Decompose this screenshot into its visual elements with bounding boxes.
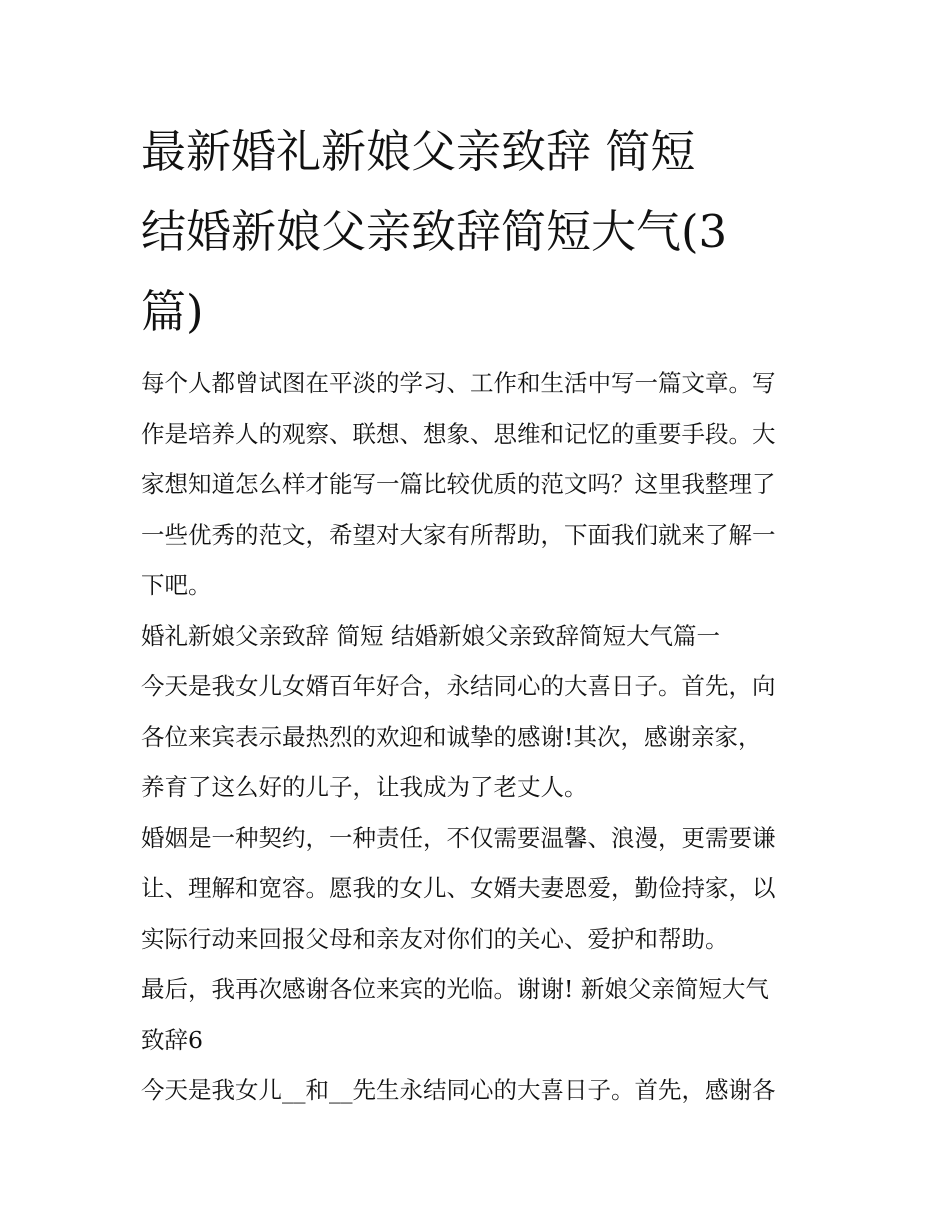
title-line: 篇) xyxy=(141,285,204,338)
body-paragraph xyxy=(141,1065,816,1116)
body-paragraph xyxy=(141,813,816,965)
text-line: 让、理解和宽容。愿我的女儿、女婿夫妻恩爱，勤俭持家，以 xyxy=(141,874,776,902)
intro-paragraph xyxy=(141,358,816,611)
text-line: 一些优秀的范文，希望对大家有所帮助，下面我们就来了解一 xyxy=(141,520,776,549)
text-line: 各位来宾表示最热烈的欢迎和诚挚的感谢!其次，感谢亲家， xyxy=(141,722,762,751)
text-line: 家想知道怎么样才能写一篇比较优质的范文吗？这里我整理了 xyxy=(141,470,776,498)
body-paragraph xyxy=(141,964,816,1065)
text-line: 致辞6 xyxy=(141,1025,203,1054)
text-line: 作是培养人的观察、联想、想象、思维和记忆的重要手段。大 xyxy=(141,419,776,448)
text-line: 最后，我再次感谢各位来宾的光临。谢谢! 新娘父亲简短大气 xyxy=(141,975,769,1003)
text-line: 婚礼新娘父亲致辞 简短 结婚新娘父亲致辞简短大气篇一 xyxy=(141,621,720,650)
text-line: 今天是我女儿__和__先生永结同心的大喜日子。首先，感谢各 xyxy=(141,1076,776,1104)
document-page xyxy=(141,112,816,1116)
body-paragraph xyxy=(141,661,816,813)
text-line: 今天是我女儿女婿百年好合，永结同心的大喜日子。首先，向 xyxy=(141,672,776,700)
text-line: 每个人都曾试图在平淡的学习、工作和生活中写一篇文章。写 xyxy=(141,369,776,397)
text-line: 养育了这么好的儿子，让我成为了老丈人。 xyxy=(141,773,588,801)
title-line: 最新婚礼新娘父亲致辞 简短 xyxy=(141,125,696,178)
document-title xyxy=(141,112,816,352)
text-line: 实际行动来回报父母和亲友对你们的关心、爱护和帮助。 xyxy=(141,924,729,953)
section-heading xyxy=(141,611,816,662)
text-line: 婚姻是一种契约，一种责任，不仅需要温馨、浪漫，更需要谦 xyxy=(141,823,776,852)
text-line: 下吧。 xyxy=(141,571,212,599)
title-line: 结婚新娘父亲致辞简短大气(3 xyxy=(141,205,728,258)
